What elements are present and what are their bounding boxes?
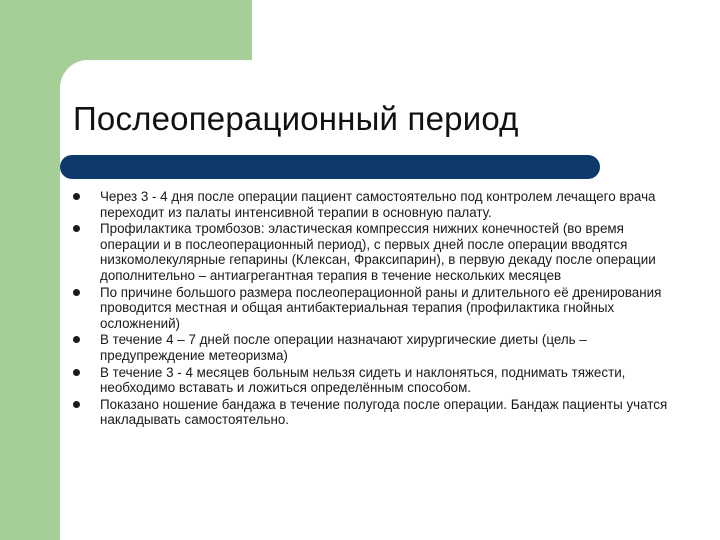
bullet-item: [70, 189, 670, 220]
bullet-dot-icon: [73, 336, 80, 343]
bullet-item: [70, 365, 670, 396]
bullet-dot-icon: [73, 369, 80, 376]
bullet-item: [70, 397, 670, 428]
bullet-item: [70, 285, 670, 332]
bullet-dot-icon: [73, 401, 80, 408]
bullet-text: В течение 4 – 7 дней после операции назначают хирургические диеты (цель – предупреждение метеоризма): [100, 332, 587, 363]
bullet-text: Показано ношение бандажа в течение полугода после операции. Бандаж пациенты учатся накладывать самостоятельно.: [100, 396, 668, 428]
bullet-dot-icon: [73, 225, 80, 232]
title-underline-bar: [60, 155, 600, 179]
bullet-dot-icon: [73, 289, 80, 296]
bullet-dot-icon: [73, 193, 80, 200]
slide-title: Послеоперационный период: [73, 100, 519, 137]
bullet-text: Через 3 - 4 дня после операции пациент самостоятельно под контролем лечащего врача переходит из палаты интенсивной терапии в основную палату.: [100, 189, 656, 220]
decorative-green-strip: [0, 0, 60, 540]
bullet-item: [70, 332, 670, 363]
bullet-text: По причине большого размера послеоперационной раны и длительного её дренирования проводится местная и общая антибактериальная терапия (профилактика гнойных осложнений): [100, 284, 662, 331]
bullet-text: В течение 3 - 4 месяцев больным нельзя сидеть и наклоняться, поднимать тяжести, необходимо вставать и ложиться определённым способом.: [100, 364, 626, 396]
bullet-text: Профилактика тромбозов: эластическая компрессия нижних конечностей (во время операции и в послеоперационный период), с первых дней после операции вводятся низкомолекулярные гепарины (Клексан, Фраксипарин), в первую декаду после операции дополнительно – антиагрегантная терапия в течение нескольких месяцев: [100, 221, 656, 283]
bullet-item: [70, 221, 670, 283]
bullet-list: [70, 189, 670, 429]
